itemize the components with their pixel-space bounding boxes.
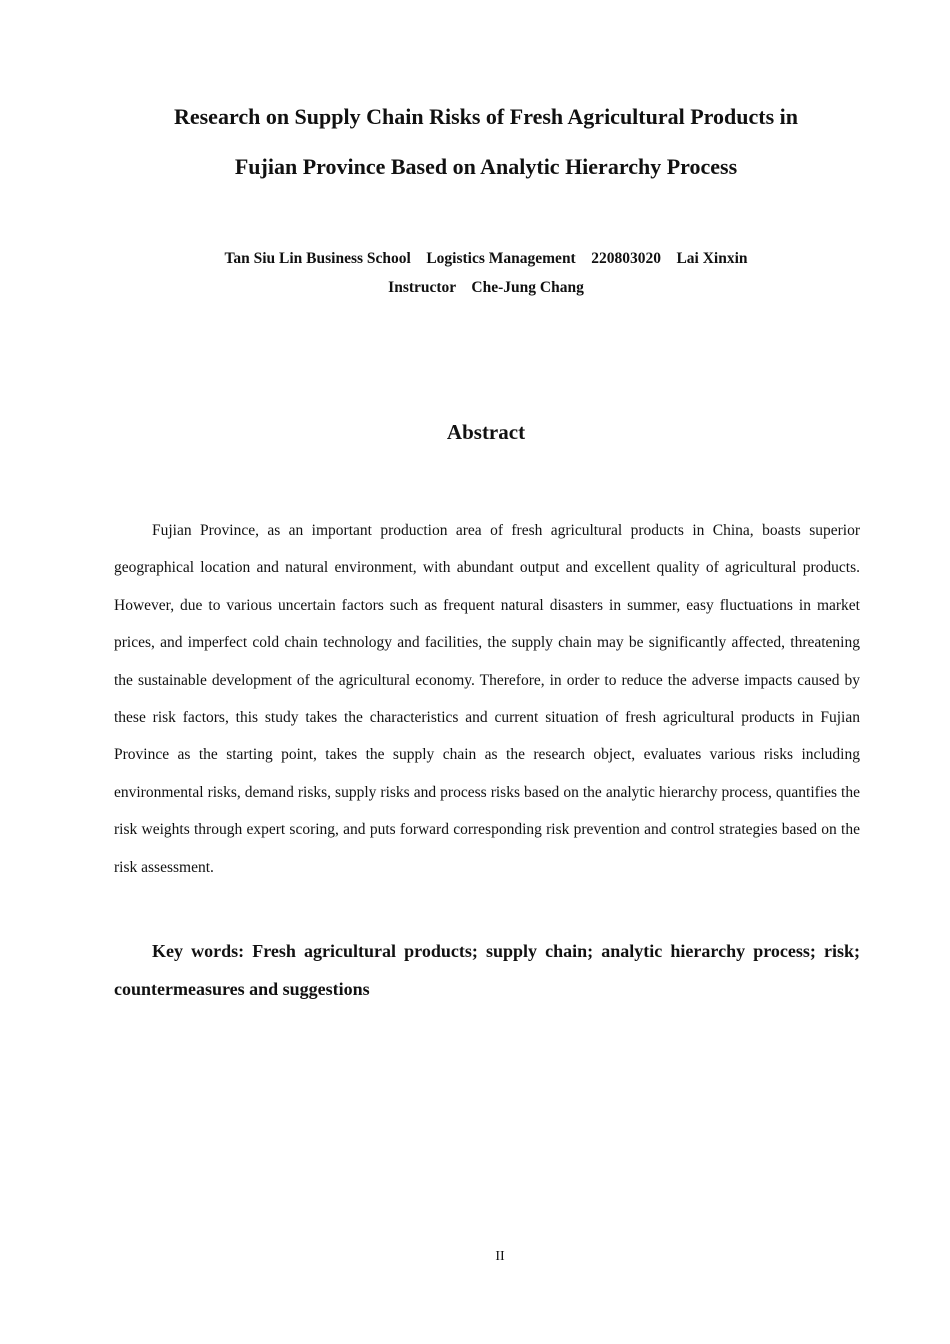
- author-line: Tan Siu Lin Business School Logistics Management 220803020 Lai Xinxin: [224, 250, 748, 267]
- abstract-body: Fujian Province, as an important production area of fresh agricultural products in China, boasts superior geographical location and natural environment, with abundant output and excellent quality of agricultural products. However, due to various uncertain factors such as frequent natural disasters in summer, easy fluctuations in market prices, and imperfect cold chain technology and facilities, the supply chain may be significantly affected, threatening the sustainable development of the agricultural economy. Therefore, in order to reduce the adverse impacts caused by these risk factors, this study takes the characteristics and current situation of fresh agricultural products in Fujian Province as the starting point, takes the supply chain as the research object, evaluates various risks including environmental risks, demand risks, supply risks and process risks based on the analytic hierarchy process, quantifies the risk weights through expert scoring, and puts forward corresponding risk prevention and control strategies based on the risk assessment.: [114, 522, 860, 876]
- paper-title-line-2: Fujian Province Based on Analytic Hierarchy Process: [234, 154, 738, 179]
- page-number: II: [495, 1249, 505, 1264]
- instructor-line: Instructor Che-Jung Chang: [388, 279, 584, 296]
- abstract-heading: Abstract: [446, 420, 526, 444]
- keywords: Key words: Fresh agricultural products; supply chain; analytic hierarchy process; risk; countermeasures and suggestions: [114, 941, 860, 999]
- paper-title-line-1: Research on Supply Chain Risks of Fresh Agricultural Products in: [173, 104, 799, 129]
